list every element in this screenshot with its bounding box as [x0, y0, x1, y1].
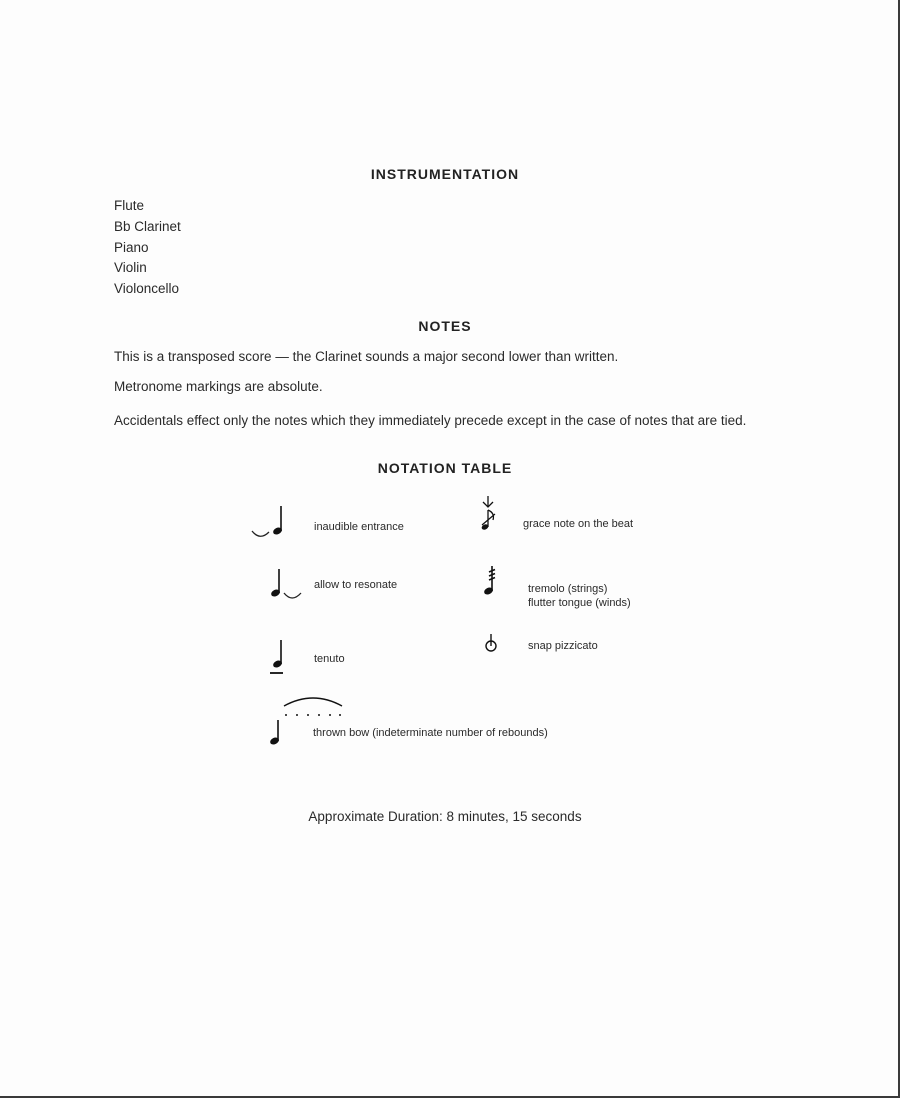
- tenuto-label: tenuto: [314, 653, 345, 665]
- instrument-item: Violin: [114, 260, 147, 276]
- note-paragraph: Metronome markings are absolute.: [114, 379, 323, 394]
- tremolo-symbol: [478, 563, 502, 599]
- instrument-list: [114, 196, 181, 300]
- snap-pizzicato-label: snap pizzicato: [528, 640, 598, 652]
- snap-pizzicato-symbol: [480, 632, 502, 654]
- flutter-tongue-label: flutter tongue (winds): [528, 597, 631, 609]
- tremolo-label: tremolo (strings): [528, 583, 608, 595]
- grace-note-on-beat-label: grace note on the beat: [523, 518, 634, 530]
- instrument-item: Bb Clarinet: [114, 218, 181, 234]
- instrumentation-heading: INSTRUMENTATION: [370, 166, 520, 182]
- instrument-item: Violoncello: [114, 281, 180, 297]
- tenuto-symbol: [266, 636, 290, 680]
- approximate-duration: Approximate Duration: 8 minutes, 15 seconds: [308, 809, 582, 824]
- thrown-bow-label: thrown bow (indeterminate number of rebounds): [313, 727, 548, 739]
- note-paragraph: This is a transposed score — the Clarinet sounds a major second lower than written.: [114, 349, 619, 364]
- note-paragraph: Accidentals effect only the notes which they immediately precede except in the case of notes that are tied.: [114, 413, 747, 428]
- notation-table-heading: NOTATION TABLE: [377, 460, 513, 476]
- inaudible-entrance-label: inaudible entrance: [314, 521, 404, 533]
- inaudible-entrance-symbol: [248, 503, 288, 543]
- allow-to-resonate-label: allow to resonate: [314, 579, 398, 591]
- allow-to-resonate-symbol: [266, 565, 306, 605]
- grace-note-on-beat-symbol: [474, 494, 504, 534]
- instrument-item: Flute: [114, 198, 145, 213]
- notes-heading: NOTES: [418, 318, 472, 334]
- instrument-item: Piano: [114, 239, 149, 255]
